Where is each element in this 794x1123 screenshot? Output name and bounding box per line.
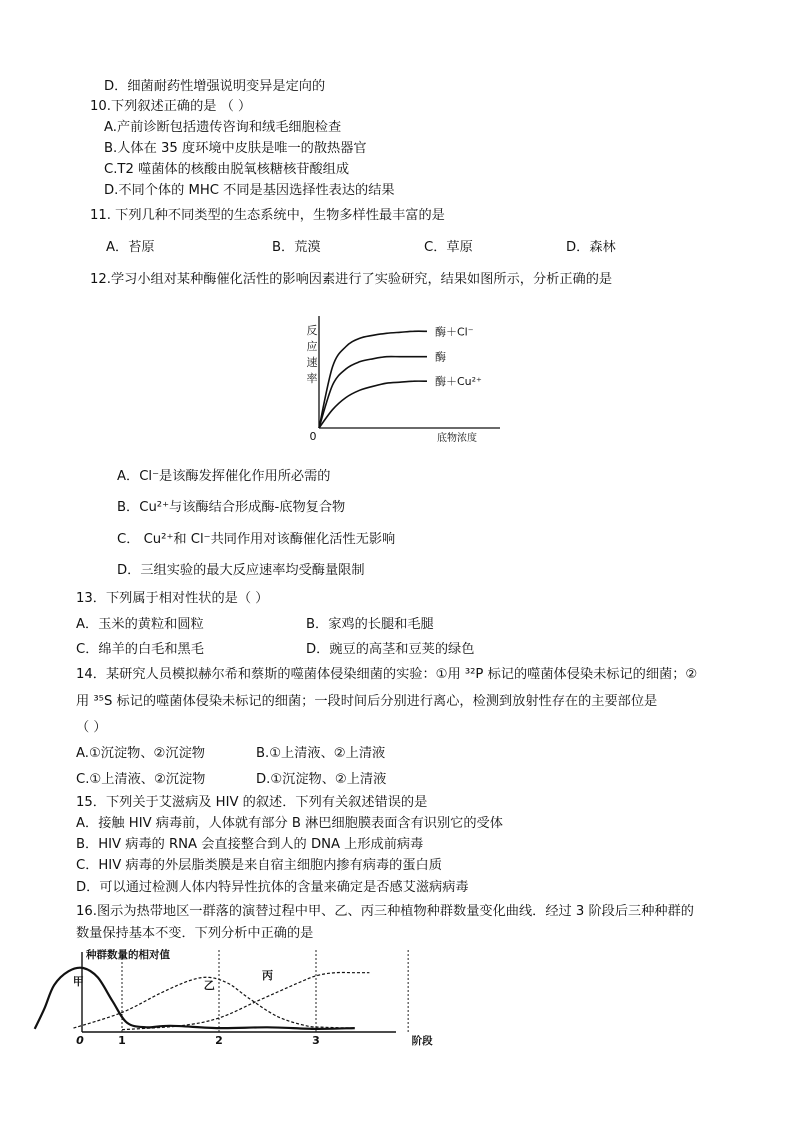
q10-stem: 10.下列叙述正确的是 （ ） <box>90 99 252 114</box>
q14-option-d: D.①沉淀物、②上清液 <box>256 772 387 787</box>
q14-option-b: B.①上清液、②上清液 <box>256 746 386 761</box>
q12-option-a: A．Cl⁻是该酶发挥催化作用所必需的 <box>117 469 331 484</box>
q10-option-a: A.产前诊断包括遗传咨询和绒毛细胞检查 <box>104 120 342 135</box>
q12-option-d: D．三组实验的最大反应速率均受酶量限制 <box>117 563 365 578</box>
q16-line-2: 数量保持基本不变．下列分析中正确的是 <box>76 926 314 941</box>
y-axis-label-char: 反 <box>306 324 318 337</box>
series-label-2: 酶 <box>435 350 446 364</box>
enzyme-rate-chart <box>295 310 505 450</box>
series-label-3: 酶＋Cu²⁺ <box>435 375 482 389</box>
population-succession-chart <box>72 946 433 1050</box>
q14-line-2: 用 ³⁵S 标记的噬菌体侵染未标记的细菌；一段时间后分别进行离心，检测到放射性存在的主要部位是 <box>76 694 658 709</box>
q10-option-c: C.T2 噬菌体的核酸由脱氧核糖核苷酸组成 <box>104 162 350 177</box>
q11-option-a: A．苔原 <box>106 240 155 255</box>
q11-option-d: D．森林 <box>566 240 616 255</box>
q10-option-b: B.人体在 35 度环境中皮肤是唯一的散热器官 <box>104 141 367 156</box>
series-label-1: 甲 <box>72 975 84 989</box>
y-axis-label-char: 应 <box>306 340 318 353</box>
q15-stem: 15．下列关于艾滋病及 HIV 的叙述．下列有关叙述错误的是 <box>76 795 428 810</box>
q15-option-d: D．可以通过检测人体内特异性抗体的含量来确定是否感艾滋病病毒 <box>76 880 469 895</box>
x-tick-1: 1 <box>118 1034 126 1047</box>
x-axis-label: 底物浓度 <box>437 433 477 444</box>
q15-option-b: B．HIV 病毒的 RNA 会直接整合到人的 DNA 上形成前病毒 <box>76 837 424 852</box>
y-axis-label-char: 速 <box>306 356 318 369</box>
q11-option-b: B．荒漠 <box>272 240 321 255</box>
q12-option-c: C． Cu²⁺和 Cl⁻共同作用对该酶催化活性无影响 <box>117 532 396 547</box>
q14-line-3: （ ） <box>76 720 107 735</box>
origin-label: 0 <box>309 430 317 443</box>
q15-option-c: C．HIV 病毒的外层脂类膜是来自宿主细胞内掺有病毒的蛋白质 <box>76 858 442 873</box>
q13-option-b: B．家鸡的长腿和毛腿 <box>306 617 434 632</box>
q13-option-d: D．豌豆的高茎和豆荚的绿色 <box>306 642 475 657</box>
q13-stem: 13．下列属于相对性状的是（ ） <box>76 591 269 606</box>
q15-option-a: A．接触 HIV 病毒前，人体就有部分 B 淋巴细胞膜表面含有识别它的受体 <box>76 816 503 831</box>
series-line-3 <box>122 972 369 1029</box>
x-tick-3: 3 <box>312 1034 320 1047</box>
q14-option-c: C.①上清液、②沉淀物 <box>76 772 206 787</box>
series-label-2: 乙 <box>203 979 215 993</box>
q11-option-c: C．草原 <box>424 240 473 255</box>
x-tick-0: 0 <box>76 1034 84 1047</box>
x-tick-2: 2 <box>215 1034 223 1047</box>
series-label-3: 丙 <box>262 968 273 982</box>
q16-line-1: 16.图示为热带地区一群落的演替过程中甲、乙、丙三种植物种群数量变化曲线．经过 3 阶段后三种种群的 <box>76 904 694 919</box>
series-label-1: 酶＋Cl⁻ <box>435 325 474 339</box>
series-line-2 <box>319 357 427 428</box>
q12-stem: 12.学习小组对某种酶催化活性的影响因素进行了实验研究，结果如图所示，分析正确的是 <box>90 272 613 287</box>
q13-option-a: A．玉米的黄粒和圆粒 <box>76 617 204 632</box>
q14-line-1: 14．某研究人员模拟赫尔希和蔡斯的噬菌体侵染细菌的实验：①用 ³²P 标记的噬菌体侵染未标记的细菌；② <box>76 667 698 682</box>
q9-option-d: D．细菌耐药性增强说明变异是定向的 <box>104 79 326 94</box>
q11-stem: 11. 下列几种不同类型的生态系统中，生物多样性最丰富的是 <box>90 208 445 223</box>
x-axis-label: 阶段 <box>411 1035 433 1047</box>
y-axis-label: 种群数量的相对值 <box>86 949 170 961</box>
series-line-3 <box>319 381 427 428</box>
q13-option-c: C．绵羊的白毛和黑毛 <box>76 642 204 657</box>
q10-option-d: D.不同个体的 MHC 不同是基因选择性表达的结果 <box>104 183 395 198</box>
y-axis-label-char: 率 <box>306 372 318 385</box>
q14-option-a: A.①沉淀物、②沉淀物 <box>76 746 205 761</box>
q12-option-b: B．Cu²⁺与该酶结合形成酶-底物复合物 <box>117 500 346 515</box>
